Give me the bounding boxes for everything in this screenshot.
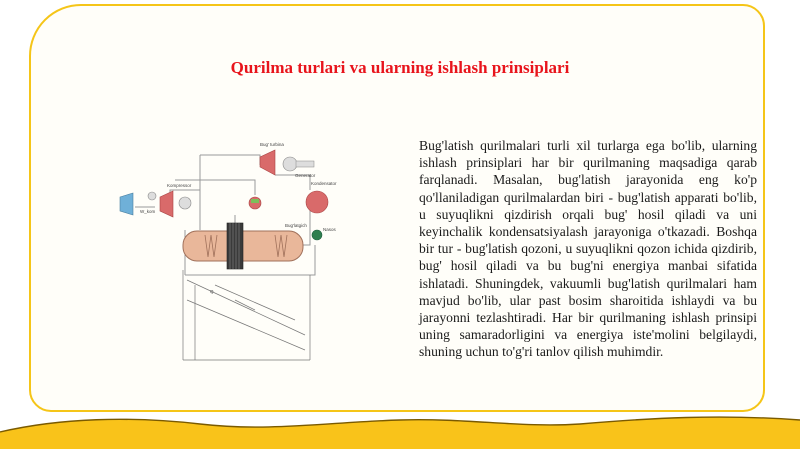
label-pump: Nasos	[323, 227, 336, 232]
label-condenser: Kondensator	[311, 181, 337, 186]
label-wkom: W_kom	[140, 209, 156, 214]
decorative-wave	[0, 410, 800, 449]
slide-title: Qurilma turlari va ularning ishlash prinsiplari	[230, 58, 570, 77]
label-tank: Bug'latgich	[285, 223, 307, 228]
label-q: Q	[210, 289, 214, 294]
slide-body-text: Bug'latish qurilmalari turli xil turlarga ega bo'lib, ularning ishlash prinsiplari har bir qurilmaning maqsadiga qarab farqlanadi. Masalan, bug'latish jarayonida eng ko'p qo'llaniladigan qurilmalardan biri - bug'latish apparati bo'lib, u suyuqlikni qizdirish orqali bug' hosil qiladi va uni keyinchalik kondensatsiyalash jarayoniga o'tkazadi. Boshqa bir tur - bug'latish qozoni, u suyuqlikni qozon ichida qizdirib, bug' hosil qiladi va bu bug'ni energiya manbai sifatida ishlatadi. Shuningdek, vakuumli bug'latish qurilmalari ham mavjud bo'lib, ular past bosim sharoitida ishlaydi va bu jarayonni tezlashtiradi. Har bir qurilmaning ishlash prinsipi uning samaradorligini va energiya iste'molini belgilaydi, shuning uchun to'g'ri tanlov qilish muhimdir.	[419, 138, 757, 360]
label-generator: Generator	[295, 173, 316, 178]
label-turbine: Bug' turbina	[260, 142, 284, 147]
label-compressor: Kompressor	[167, 183, 192, 188]
process-diagram	[115, 135, 345, 375]
